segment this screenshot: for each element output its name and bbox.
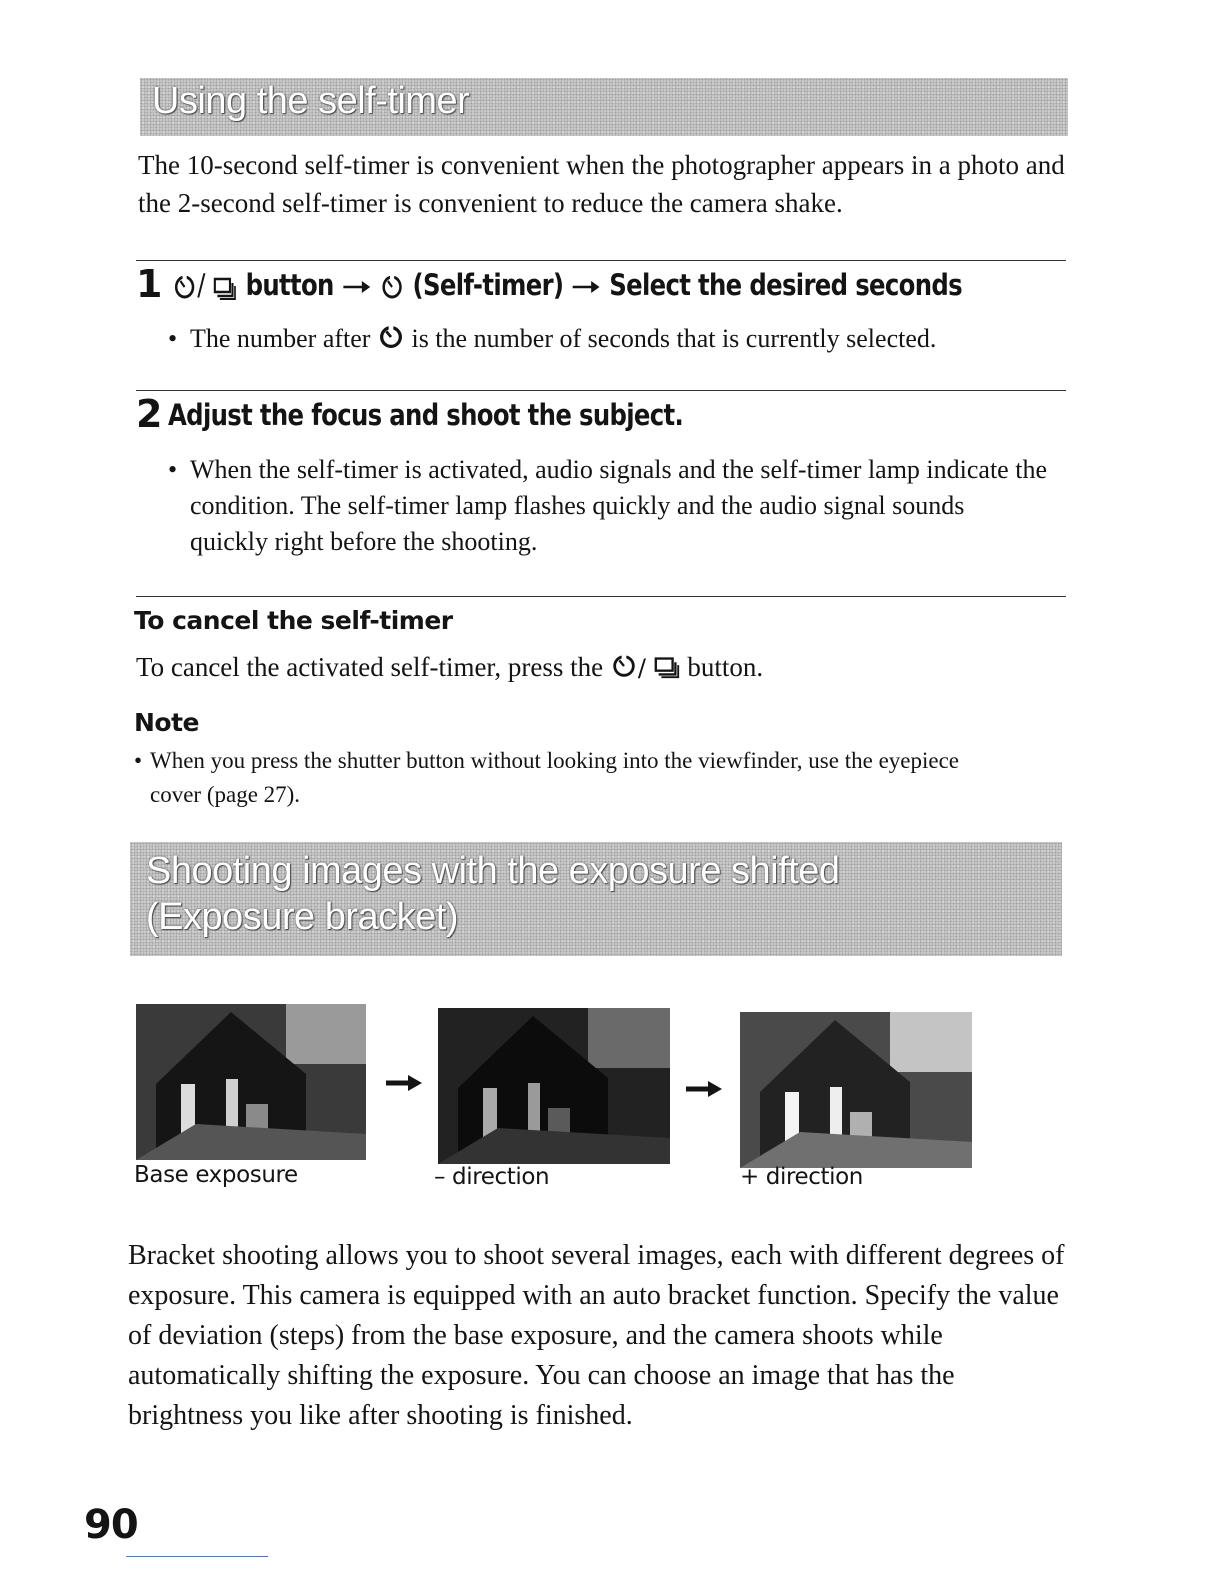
arrow-right-icon [571, 277, 601, 297]
photo-base-exposure [136, 1004, 366, 1160]
step-1-select-label: Select the desired seconds [609, 268, 962, 302]
section-title: Using the self-timer [152, 80, 470, 122]
step-1-heading: / button (Self-timer) Select the desired seconds [172, 268, 962, 302]
step-2 [136, 392, 1076, 448]
divider [136, 390, 1066, 391]
step-2-note-text: When the self-timer is activated, audio signals and the self-timer lamp indicate the condition. The self-timer lamp flashes quickly and the audio signal sounds quickly right before the shooting. [190, 455, 1047, 556]
cancel-paragraph: To cancel the activated self-timer, press the / button. [136, 652, 764, 682]
step-2-note [168, 452, 1048, 560]
photo-minus-direction [438, 1008, 670, 1164]
note-heading: Note [134, 708, 200, 737]
step-1-selftimer-label: (Self-timer) [412, 268, 564, 302]
section-title: Shooting images with the exposure shifted (Exposure bracket) [146, 850, 840, 938]
step-2-heading: Adjust the focus and shoot the subject. [168, 398, 684, 432]
house-photo [438, 1008, 670, 1164]
step-number: 2 [136, 392, 163, 436]
arrow-right-icon [341, 277, 371, 297]
divider [136, 596, 1066, 597]
section-banner-exposure-bracket [130, 842, 1062, 956]
self-timer-icon [377, 323, 405, 351]
drive-mode-icon [653, 652, 681, 680]
step-1-note [168, 320, 1068, 358]
drive-mode-icon [213, 272, 238, 302]
section-banner-self-timer [140, 78, 1068, 136]
photo-plus-direction [740, 1012, 972, 1168]
note-item [134, 744, 1014, 812]
note-text-before: The number after [190, 324, 371, 353]
house-photo [136, 1004, 366, 1160]
bullet: • [168, 324, 178, 353]
step-1-note-text [190, 320, 936, 358]
caption-plus-direction: + direction [740, 1164, 863, 1190]
bullet: • [168, 455, 178, 484]
step-number: 1 [136, 262, 163, 306]
self-timer-icon [172, 272, 197, 302]
arrow-right-icon [684, 1078, 724, 1100]
cancel-text-after: button. [687, 652, 764, 682]
cancel-text-before: To cancel the activated self-timer, press the [136, 652, 604, 682]
self-timer-icon [380, 272, 405, 302]
arrow-right-icon [384, 1072, 424, 1094]
note-text-after: is the number of seconds that is currently selected. [411, 324, 937, 353]
page-rule [126, 1556, 268, 1557]
self-timer-icon [610, 652, 638, 680]
bracket-paragraph: Bracket shooting allows you to shoot several images, each with different degrees of exposure. This camera is equipped with an auto bracket function. Specify the value of deviation (steps) from the base exposure, and the camera shoots while automatically shifting the exposure. You can choose an image that has the brightness you like after shooting is finished. [128, 1240, 1065, 1431]
house-photo [740, 1012, 972, 1168]
page-number: 90 [84, 1502, 138, 1548]
caption-base-exposure: Base exposure [134, 1162, 298, 1188]
step-1 [136, 262, 1076, 322]
step-1-button-label: button [245, 268, 334, 302]
note-text: When you press the shutter button without looking into the viewfinder, use the eyepiece cover (page 27). [150, 748, 959, 807]
bullet: • [134, 748, 143, 773]
caption-minus-direction: – direction [434, 1164, 550, 1190]
cancel-heading: To cancel the self-timer [134, 606, 453, 635]
divider [136, 260, 1066, 261]
intro-paragraph: The 10-second self-timer is convenient when the photographer appears in a photo and the 2-second self-timer is convenient to reduce the camera shake. [138, 150, 1065, 218]
